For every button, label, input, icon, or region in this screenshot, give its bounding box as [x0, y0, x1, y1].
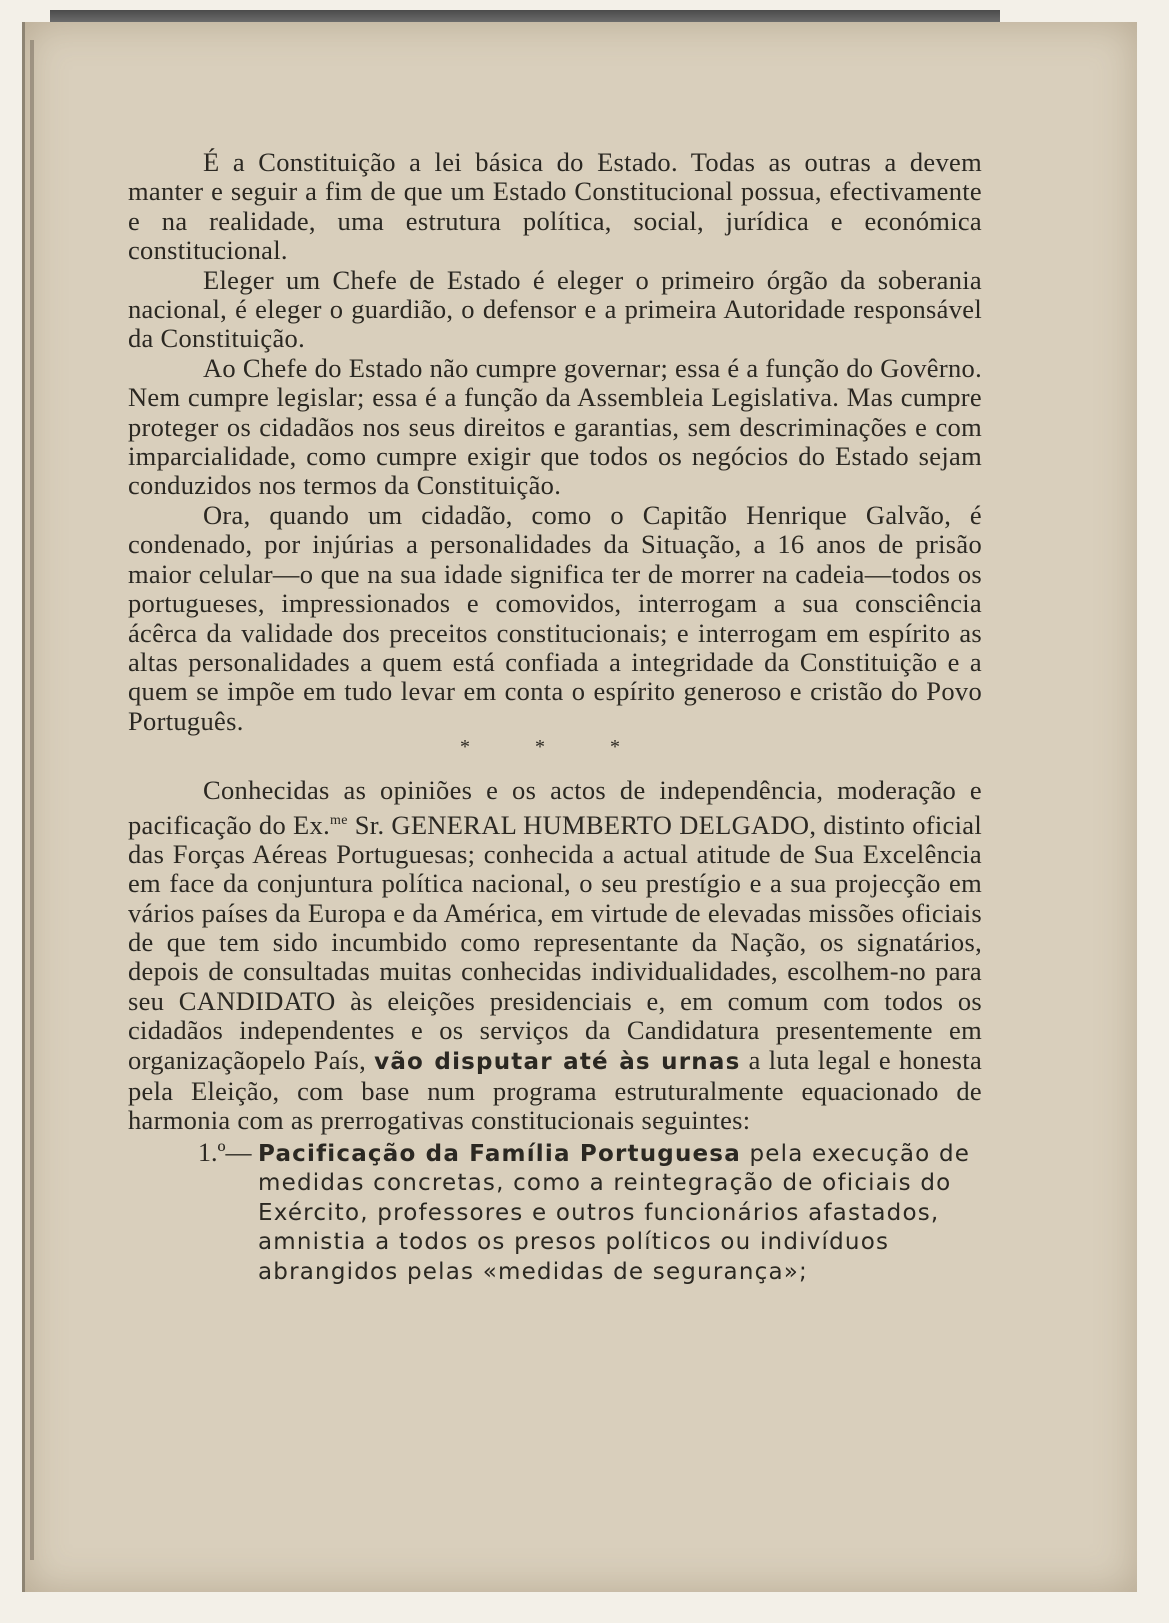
- paragraph-constitution: É a Constituição a lei básica do Estado. Todas as outras a devem manter e seguir a fim de que um Estado Constitucional possua, efectivamente e na realidade, uma estrutura política, social, jurídica e económica constitucional.: [128, 147, 982, 266]
- top-page-edge: [50, 10, 1000, 22]
- page-fold: [30, 40, 34, 1560]
- list-item-title: Pacificação da Família Portuguesa: [258, 1140, 741, 1167]
- paragraph-galvao: Ora, quando um cidadão, como o Capitão Henrique Galvão, é condenado, por injúrias a personalidades da Situação, a 16 anos de prisão maior celular—o que na sua idade significa ter de morrer na cadeia—todos os portugueses, impressionados e comovidos, interrogam a sua consciência ácêrca da validade dos preceitos constitucionais; e interrogam em espírito as altas personalidades a quem está confiada a integridade da Constituição e a quem se impõe em tudo levar em conta o espírito generoso e cristão do Povo Português.: [128, 499, 982, 736]
- candidate-text-end: a luta legal e honesta pela Eleição, com base num programa estruturalmente equacionado de harmonia com as prerrogativas constitucionais seguintes:: [128, 1044, 983, 1136]
- paragraph-role-of-head-of-state: Ao Chefe do Estado não cumpre governar; essa é a função do Govêrno. Nem cumpre legislar; essa é a função da Assembleia Legislativa. Mas cumpre proteger os cidadãos nos seus direitos e garantias, sem descriminações e com imparcialidade, como cumpre exigir que todos os negócios do Estado sejam conduzidos nos termos da Constituição.: [128, 352, 982, 501]
- list-item-number: 1.º—: [198, 1137, 252, 1167]
- document-text: [128, 148, 982, 1287]
- candidate-text-start: Conhecidas as opiniões e os actos de independência, moderação e pacificação do Ex.: [128, 775, 982, 840]
- list-item-text: pela execução de medidas concretas, como a reintegração de oficiais do Exército, professores e outros funcionários afastados, amnistia a todos os presos políticos ou indivíduos abrangidos pelas «medidas de segurança»;: [258, 1140, 971, 1285]
- paragraph-elect-head-of-state: Eleger um Chefe de Estado é eleger o primeiro órgão da soberania nacional, é eleger o guardião, o defensor e a primeira Autoridade responsável da Constituição.: [128, 264, 982, 354]
- list-item: [198, 1138, 982, 1288]
- section-separator: * * *: [460, 736, 650, 759]
- paragraph-candidate: [128, 776, 982, 1136]
- bold-phrase: vão disputar até às urnas: [374, 1048, 741, 1075]
- list-item-body: [198, 1137, 982, 1288]
- candidate-text-main: Sr. GENERAL HUMBERTO DELGADO, distinto oficial das Forças Aéreas Portuguesas; conhecida a actual atitude de Sua Excelência em face da conjuntura política nacional, o seu prestígio e a sua projecção em vários países da Europa e da América, em virtude de elevadas missões oficiais de que tem sido incumbido como representante da Nação, os signatários, depois de consultadas muitas conhecidas individualidades, escolhem-no para seu CANDIDATO às eleições presidenciais e, em comum com todos os cidadãos independentes e os serviços da Candidatura presentemente em organizaçãopelo País,: [128, 809, 982, 1075]
- program-list: [128, 1138, 982, 1288]
- superscript-me: me: [330, 812, 348, 828]
